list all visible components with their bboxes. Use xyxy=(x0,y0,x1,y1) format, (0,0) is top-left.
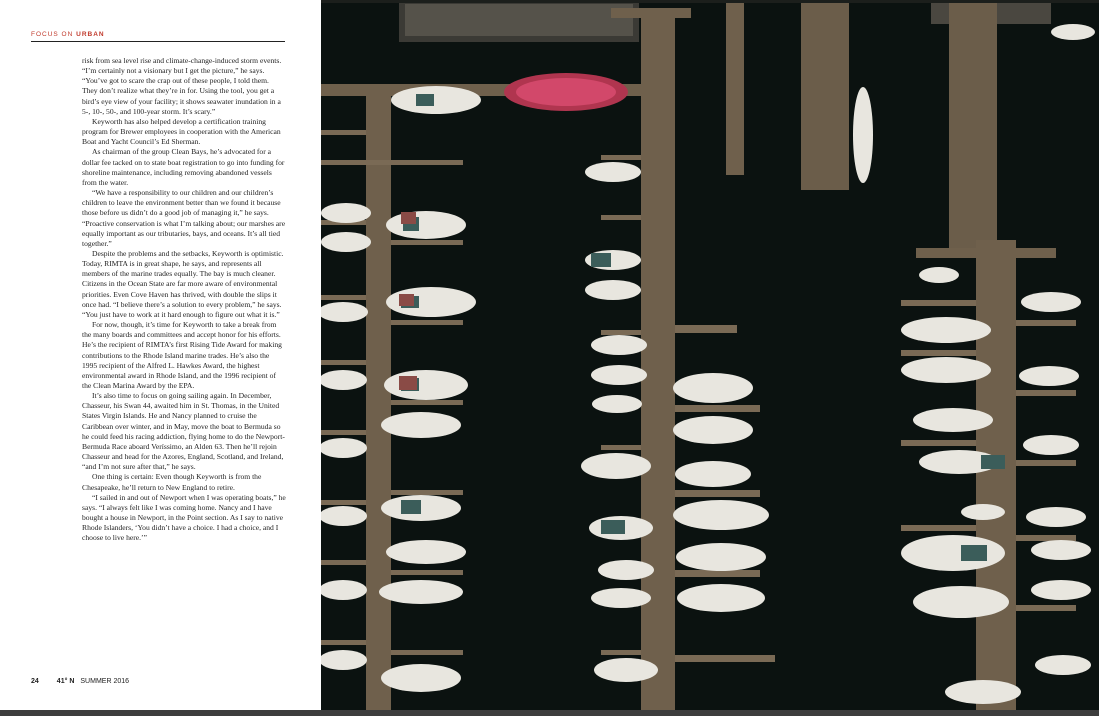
section-header xyxy=(31,29,285,42)
publication-name: 41° N xyxy=(56,678,75,685)
article-body xyxy=(82,56,286,544)
section-name: URBAN xyxy=(76,31,105,38)
paragraph: It’s also time to focus on going sailing again. In December, Chasseur, his Swan 44, awaited him in St. Thomas, in the United States Virgin Islands. He and Nancy planned to cruise the Caribbean over winter, and in May, move the boat to Bermuda so he could feed his racing addiction, flying home to do the Newport-Bermuda Race aboard Veríssimo, an Alden 63. Then he’ll rejoin Chasseur and head for the Azores, England, Scotland, and Ireland, “and I’m not sure after that,” he says. xyxy=(82,391,285,472)
paragraph: One thing is certain: Even though Keyworth is from the Chesapeake, he’ll return to New England to retire. xyxy=(82,472,262,492)
paragraph: As chairman of the group Clean Bays, he’s advocated for a dollar fee tacked on to state boat registration to go into funding for shoreline maintenance, including removing abandoned vessels from the water. xyxy=(82,147,285,187)
text-page xyxy=(0,0,321,710)
viewer-bottom-bar xyxy=(0,710,1099,716)
paragraph: Keyworth has also helped develop a certification training program for Brewer employees in cooperation with the American Boat and Yacht Council’s Ed Sherman. xyxy=(82,116,281,147)
paragraph: “We have a responsibility to our children and our children’s children to leave the environment better than we found it because those before us didn’t do a good job of managing it,” he says. “Proactive conservation is what I’m talking about; our marshes are equally important as our tributaries, bays, and oceans. It’s all tied together.” xyxy=(82,188,286,248)
marina-aerial-photo xyxy=(321,0,1099,710)
section-label: FOCUS ON xyxy=(31,31,77,38)
paragraph: Despite the problems and the setbacks, Keyworth is optimistic. Today, RIMTA is in great shape, he says, and represents all members of the marine trades equally. The bay is much cleaner. Citizens in the Ocean State are far more aware of environmental priorities. Even Cove Haven has thrived, with double the slips it once had. “I believe there’s a solution to every problem,” he says. “You just have to work at it hard enough to figure out what it is.” xyxy=(82,248,284,319)
paragraph: For now, though, it’s time for Keyworth to take a break from the many boards and committees and accept honor for his efforts. He’s the recipient of RIMTA’s first Rising Tide Award for making contributions to the Rhode Island marine trades. He’s also the 1995 recipient of the Alfred L. Hawkes Award, the highest environmental award in Rhode Island, and the 1996 recipient of the Clean Marina Award by the EPA. xyxy=(82,320,282,390)
paragraph: “I sailed in and out of Newport when I was operating boats,” he says. “I always felt like I was coming home. Nancy and I have bought a house in Newport, in the Point section. As I say to native Rhode Islanders, ‘You didn’t have a choice. I had a choice, and I choose to live here.’” xyxy=(82,492,286,543)
page-footer xyxy=(31,678,135,685)
paragraph: risk from sea level rise and climate-change-induced storm events. “I’m certainly not a visionary but I get the picture,” he says. “You’ve got to scare the crap out of these people, I told them. They don’t realize what they’re in for. Using the tool, you get a bird’s eye view of your facility; it shows seawater inundation in a 5-, 10-, 50-, and 100-year storm. It’s scary.” xyxy=(82,56,282,116)
issue-date: SUMMER 2016 xyxy=(80,678,130,685)
page-number: 24 xyxy=(31,678,39,685)
